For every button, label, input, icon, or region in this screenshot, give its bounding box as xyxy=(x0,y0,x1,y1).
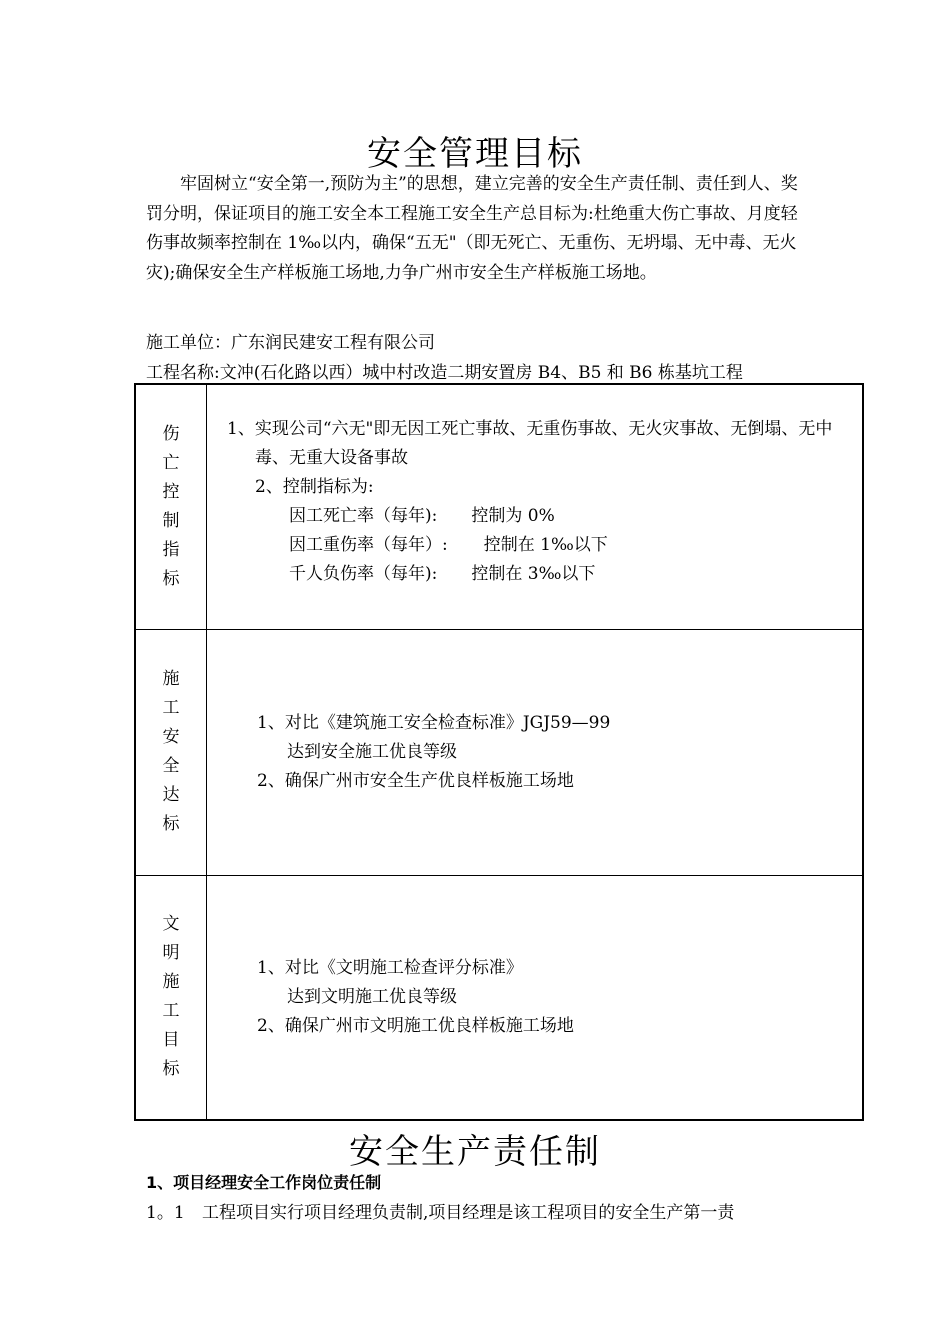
goal-line: 达到文明施工优良等级 xyxy=(287,986,457,1007)
metric-value: 控制在 3‰以下 xyxy=(471,564,596,584)
metric-row xyxy=(227,560,854,589)
row-label: 伤亡控制指标 xyxy=(135,384,207,629)
metric-row xyxy=(227,502,854,531)
goal-line: 1、对比《文明施工检查评分标准》 xyxy=(257,957,523,978)
table-row-civilized-construction xyxy=(135,875,863,1120)
construction-unit: 施工单位：广东润民建安工程有限公司 xyxy=(146,333,435,353)
clause-text: 工程项目实行项目经理负责制,项目经理是该工程项目的安全生产第一责 xyxy=(202,1203,735,1223)
goal-line: 2、控制指标为: xyxy=(255,477,374,497)
intro-paragraph: 牢固树立“安全第一,预防为主”的思想，建立完善的安全生产责任制、责任到人、奖罚分明，保证项目的施工安全本工程施工安全生产总目标为:杜绝重大伤亡事故、月度轻伤事故频率控制在 1‰以内，确保“五无"（即无死亡、无重伤、无坍塌、无中毒、无火灾);确保安全生产样板施工场地,力争广州市安全生产样板施工场地。 xyxy=(146,174,798,283)
clause-line xyxy=(146,1198,734,1223)
row-content xyxy=(207,629,864,875)
row-content xyxy=(207,875,864,1120)
goal-line: 2、确保广州市文明施工优良样板施工场地 xyxy=(257,1015,574,1036)
row-label: 施工安全达标 xyxy=(135,629,207,875)
metric-row xyxy=(227,531,854,560)
metric-value: 控制为 0% xyxy=(471,506,555,526)
project-name: 工程名称:文冲(石化路以西）城中村改造二期安置房 B4、B5 和 B6 栋基坑工程 xyxy=(146,363,743,383)
metric-name: 因工死亡率（每年): xyxy=(289,506,438,526)
goal-line: 达到安全施工优良等级 xyxy=(287,741,457,762)
table-row-casualty-control xyxy=(135,384,863,629)
metric-name: 千人负伤率（每年): xyxy=(289,564,438,584)
goals-table xyxy=(134,383,864,1121)
metric-name: 因工重伤率（每年）: xyxy=(289,535,448,555)
goal-line: 2、确保广州市安全生产优良样板施工场地 xyxy=(257,770,574,791)
row-label: 文明施工目标 xyxy=(135,875,207,1120)
section-title: 安全生产责任制 xyxy=(349,1132,601,1172)
page-title: 安全管理目标 xyxy=(367,134,583,174)
goal-line: 1、实现公司“六无"即无因工死亡事故、无重伤事故、无火灾事故、无倒塌、无中毒、无重大设备事故 xyxy=(227,419,833,468)
row-content xyxy=(207,384,864,629)
goal-line: 1、对比《建筑施工安全检查标准》JGJ59—99 xyxy=(257,712,611,733)
metric-value: 控制在 1‰以下 xyxy=(483,535,608,555)
subheading: 1、项目经理安全工作岗位责任制 xyxy=(146,1173,382,1192)
clause-number: 1。1 xyxy=(146,1203,185,1223)
table-row-safety-compliance xyxy=(135,629,863,875)
